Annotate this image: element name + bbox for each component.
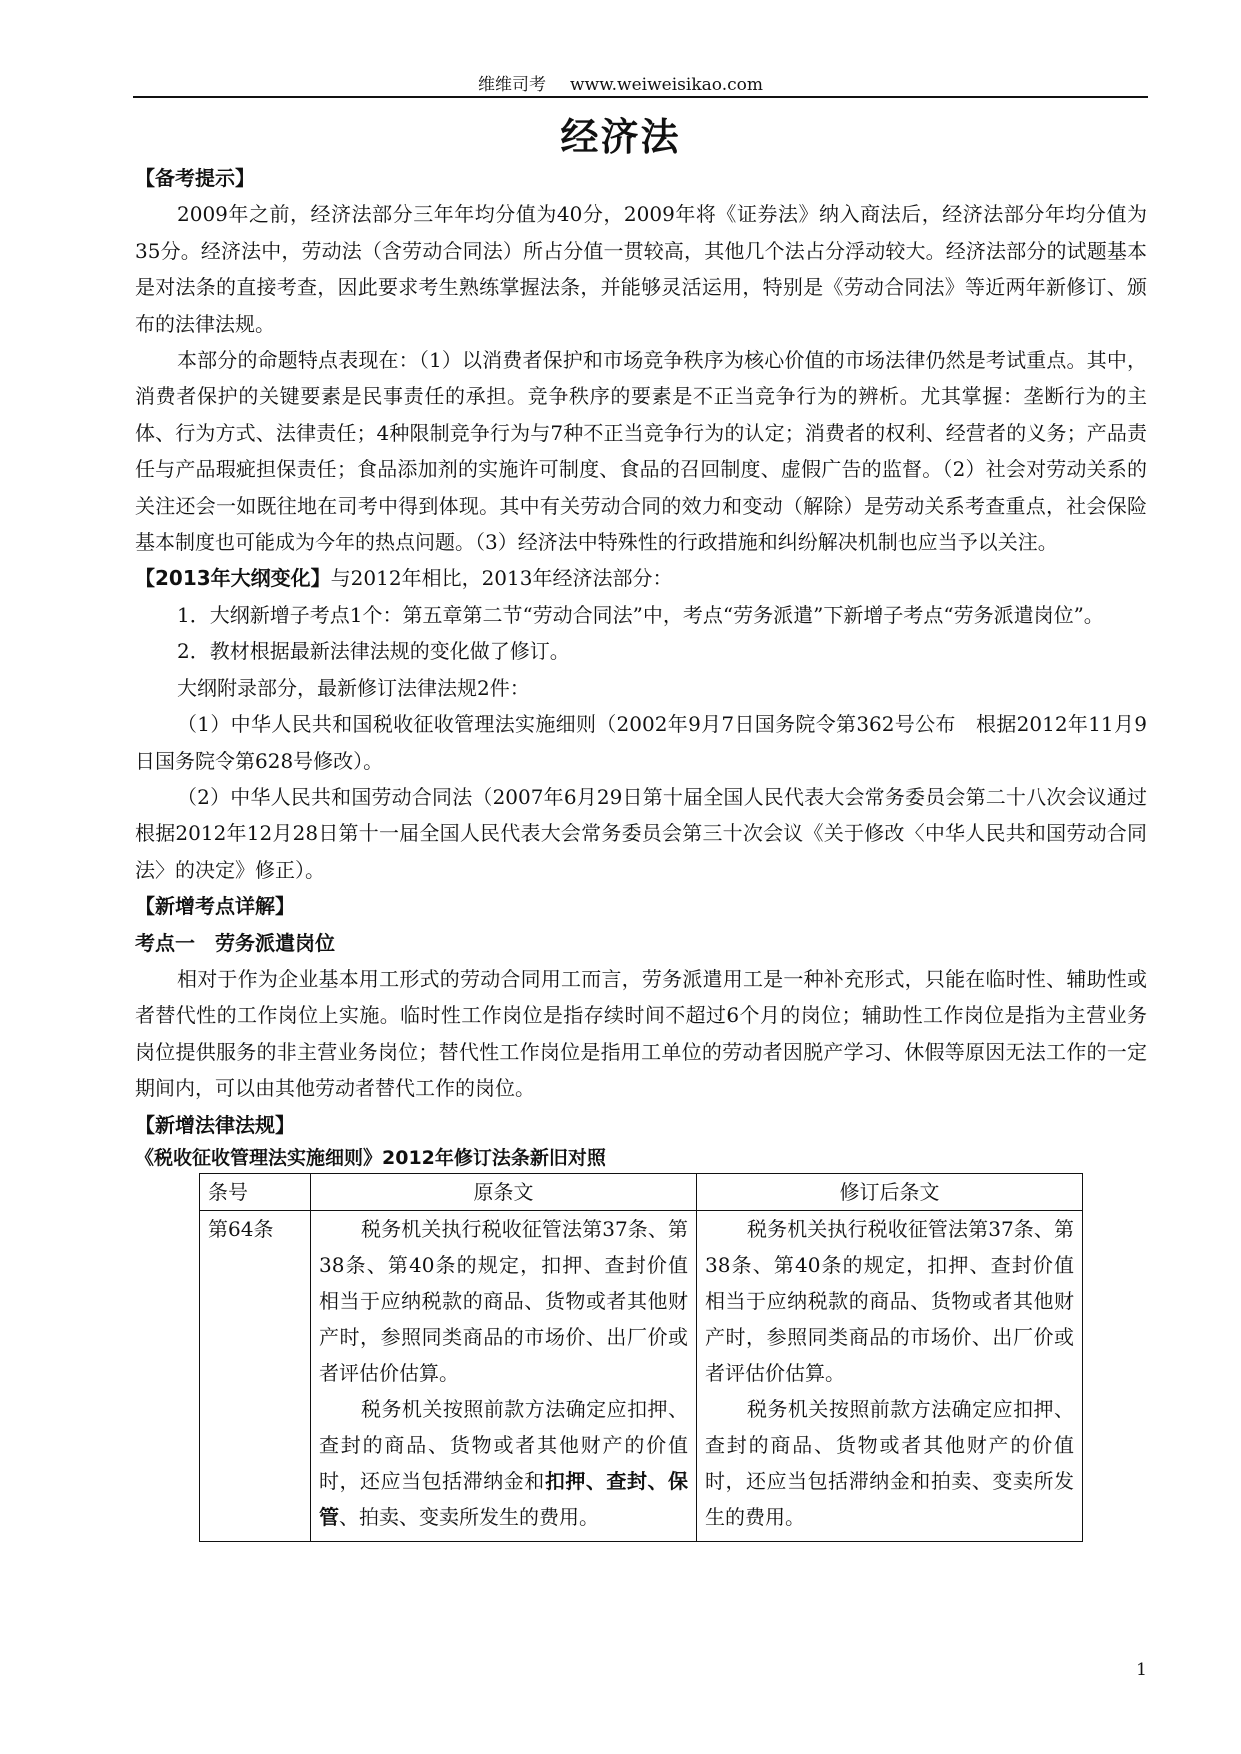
table-cell-original xyxy=(311,1210,697,1541)
original-text-p2-post: 、拍卖、变卖所发生的费用。 xyxy=(339,1504,599,1529)
paragraph: 大纲附录部分，最新修订法律法规2件： xyxy=(177,675,530,700)
section-line-syllabus-changes xyxy=(135,560,1147,596)
original-text-p2-emphasis: 扣押、查封、保管 xyxy=(319,1468,689,1529)
document-body xyxy=(135,160,1147,1542)
section-heading-new-points: 【新增考点详解】 xyxy=(135,894,295,919)
paragraph: 本部分的命题特点表现在：（1）以消费者保护和市场竞争秩序为核心价值的市场法律仍然是考试重点。其中，消费者保护的关键要素是民事责任的承担。竞争秩序的要素是不正当竞争行为的辨析。尤其掌握：垄断行为的主体、行为方式、法律责任；4种限制竞争行为与7种不正当竞争行为的认定；消费者的权利、经营者的义务；产品责任与产品瑕疵担保责任；食品添加剂的实施许可制度、食品的召回制度、虚假广告的监督。（2）社会对劳动关系的关注还会一如既往地在司考中得到体现。其中有关劳动合同的效力和变动（解除）是劳动关系考查重点，社会保险基本制度也可能成为今年的热点问题。（3）经济法中特殊性的行政措施和纠纷解决机制也应当予以关注。 xyxy=(135,348,1147,555)
table-row xyxy=(200,1210,1083,1541)
original-text-p2 xyxy=(319,1391,688,1535)
table-caption: 《税收征收管理法实施细则》2012年修订法条新旧对照 xyxy=(135,1146,606,1169)
page-title: 经济法 xyxy=(560,115,681,159)
point-title: 考点一 劳务派遣岗位 xyxy=(135,930,335,955)
section-heading-exam-tips: 【备考提示】 xyxy=(135,166,255,190)
list-item: （2）中华人民共和国劳动合同法（2007年6月29日第十届全国人民代表大会常务委员会第二十八次会议通过根据2012年12月28日第十一届全国人民代表大会常务委员会第三十次会议《关于修改〈中华人民共和国劳动合同法〉的决定》修正）。 xyxy=(135,784,1147,882)
page-header xyxy=(0,70,1241,95)
section-heading-syllabus-changes: 【2013年大纲变化】 xyxy=(135,566,331,591)
table-header: 原条文 xyxy=(311,1173,697,1210)
table-header: 修订后条文 xyxy=(697,1173,1083,1210)
syllabus-intro: 与2012年相比，2013年经济法部分： xyxy=(330,566,673,591)
paragraph: 2009年之前，经济法部分三年年均分值为40分，2009年将《证券法》纳入商法后，经济法部分年均分值为35分。经济法中，劳动法（含劳动合同法）所占分值一贯较高，其他几个法占分浮动较大。经济法部分的试题基本是对法条的直接考查，因此要求考生熟练掌握法条，并能够灵活运用，特别是《劳动合同法》等近两年新修订、颁布的法律法规。 xyxy=(135,202,1147,336)
comparison-table xyxy=(199,1173,1083,1542)
table-header: 条号 xyxy=(200,1173,311,1210)
paragraph: 相对于作为企业基本用工形式的劳动合同用工而言，劳务派遣用工是一种补充形式，只能在临时性、辅助性或者替代性的工作岗位上实施。临时性工作岗位是指存续时间不超过6个月的岗位；辅助性工作岗位是指为主营业务岗位提供服务的非主营业务岗位；替代性工作岗位是指用工单位的劳动者因脱产学习、休假等原因无法工作的一定期间内，可以由其他劳动者替代工作的岗位。 xyxy=(135,966,1147,1101)
table-cell-article: 第64条 xyxy=(200,1210,311,1541)
header-site-name: 维维司考 xyxy=(478,75,547,95)
header-rule xyxy=(133,96,1148,98)
header-site-url: www.weiweisikao.com xyxy=(570,75,763,95)
table-header-row xyxy=(200,1173,1083,1210)
section-heading-new-laws: 【新增法律法规】 xyxy=(135,1112,295,1137)
page-number: 1 xyxy=(1136,1660,1147,1680)
list-item: 1．大纲新增子考点1个：第五章第二节“劳动合同法”中，考点“劳务派遣”下新增子考点“劳务派遣岗位”。 xyxy=(177,602,1104,627)
revised-text-p1: 税务机关执行税收征管法第37条、第38条、第40条的规定，扣押、查封价值相当于应纳税款的商品、货物或者其他财产时，参照同类商品的市场价、出厂价或者评估价估算。 xyxy=(705,1216,1074,1385)
list-item: 2．教材根据最新法律法规的变化做了修订。 xyxy=(177,639,570,664)
original-text-p2-pre: 税务机关按照前款方法确定应扣押、查封的商品、货物或者其他财产的价值时，还应当包括滞纳金和 xyxy=(319,1396,688,1493)
table-cell-revised xyxy=(697,1210,1083,1541)
original-text-p1: 税务机关执行税收征管法第37条、第38条、第40条的规定，扣押、查封价值相当于应纳税款的商品、货物或者其他财产时，参照同类商品的市场价、出厂价或者评估价估算。 xyxy=(319,1216,688,1385)
list-item: （1）中华人民共和国税收征收管理法实施细则（2002年9月7日国务院令第362号公布 根据2012年11月9日国务院令第628号修改）。 xyxy=(135,712,1147,773)
revised-text-p2: 税务机关按照前款方法确定应扣押、查封的商品、货物或者其他财产的价值时，还应当包括滞纳金和拍卖、变卖所发生的费用。 xyxy=(705,1396,1074,1529)
